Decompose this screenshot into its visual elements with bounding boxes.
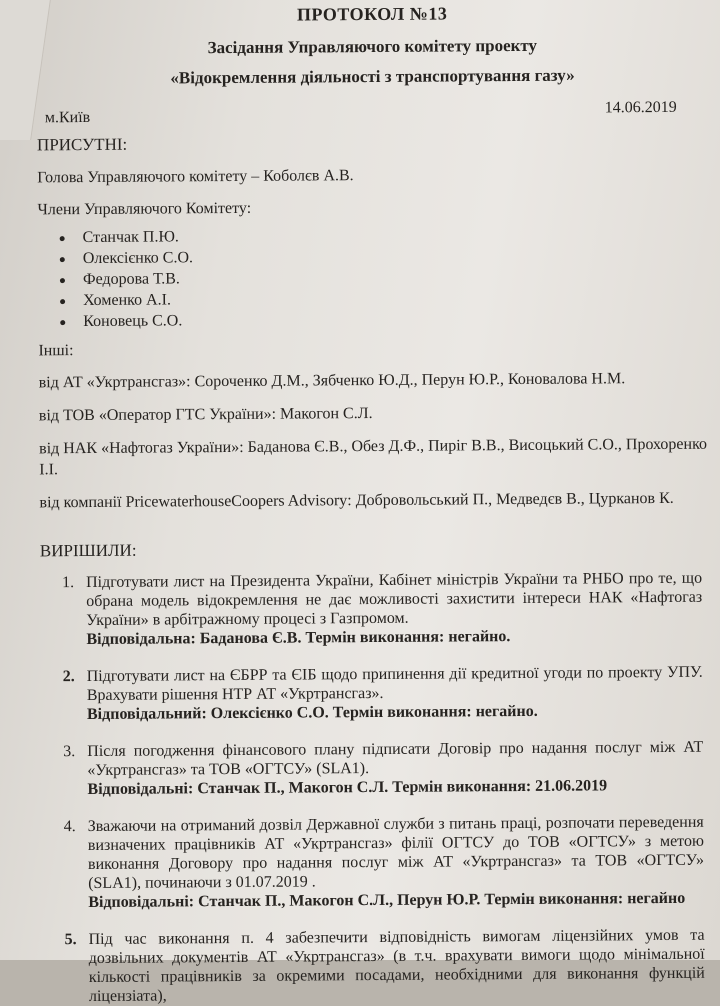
protocol-subtitle: Засідання Управляючого комітету проекту (207, 35, 538, 58)
decision-item-2 (41, 663, 713, 725)
date: 14.06.2019 (604, 98, 677, 117)
members-label: Члени Управляючого Комітету: (37, 199, 252, 219)
decision-number: 4. (63, 818, 76, 836)
others-label: Інші: (38, 342, 74, 360)
place: м.Київ (44, 108, 91, 127)
member-item: Станчак П.Ю. (60, 223, 710, 249)
protocol-page (36, 0, 715, 1006)
members-list (60, 223, 711, 333)
chair-line: Голова Управляючого комітету – Коболєв А.В. (37, 167, 354, 187)
decision-text: Зважаючи на отриманий дозвіл Державної служби з питань праці, розпочати переведення визначених працівників АТ «Укртрансгаз» філії ОГТСУ до ТОВ «ОГТСУ» з метою виконання Договору про надання послуг між АТ «Укртрансгаз» та ТОВ «ОГТСУ» (SLA1), починаючи з 01.07.2019 . (87, 813, 705, 893)
decision-text: Під час виконання п. 4 забезпечити відповідність вимогам ліцензійних умов та дозвільних документів АТ «Укртрансгаз» (в т.ч. врахувати вимоги щодо мінімальної кількості працівників за окремими посадами, необхідними для виконання функцій ліцензіата), (88, 926, 705, 1006)
resolved-label: ВИРІШИЛИ: (39, 540, 137, 561)
member-item: Олексієнко С.О. (60, 244, 710, 270)
decision-item-5 (42, 926, 715, 1006)
others-line: від НАК «Нафтогаз України»: Баданова Є.В., Обез Д.Ф., Пиріг В.В., Висоцький С.О., Прохоренко І.І. (39, 435, 708, 479)
decision-number: 3. (63, 743, 76, 761)
decision-text: Підготувати лист на ЄБРР та ЄІБ щодо припинення дії кредитної угоди по проекту УПУ. Врахувати рішення НТР АТ «Укртрансгаз». (86, 663, 703, 705)
decision-responsible: Відповідальні: Станчак П., Макогон С.Л. Термін виконання: 21.06.2019 (87, 777, 608, 799)
bullet-icon (60, 257, 65, 262)
decision-text: Підготувати лист на Президента України, Кабінет міністрів України та РНБО про те, що обрана модель відокремлення не дає можливості захистити інтереси НАК «Нафтогаз України» в арбітражному процесі з Газпромом. (86, 569, 703, 630)
decision-responsible: Відповідальні: Станчак П., Макогон С.Л., Перун Ю.Р. Термін виконання: негайно (88, 889, 686, 912)
bullet-icon (60, 278, 65, 283)
decision-number: 1. (62, 574, 75, 592)
decision-number: 5. (64, 931, 77, 949)
decision-item-3 (41, 738, 713, 800)
present-label: ПРИСУТНІ: (36, 134, 128, 155)
decision-responsible: Відповідальний: Олексієнко С.О. Термін виконання: негайно. (86, 702, 538, 724)
decision-item-1 (40, 569, 713, 650)
decision-number: 2. (62, 668, 75, 686)
bullet-icon (60, 320, 65, 325)
others-line: від компанії PricewaterhouseCoopers Advisory: Добровольський П., Медведєв В., Цурканов К. (39, 489, 674, 512)
place-date-row (37, 99, 709, 134)
protocol-title: ПРОТОКОЛ №13 (296, 3, 448, 25)
bullet-icon (60, 299, 65, 304)
bullet-icon (60, 236, 65, 241)
project-name: «Відокремлення діяльності з транспортування газу» (170, 65, 575, 88)
others-line: від АТ «Укртрансгаз»: Сороченко Д.М., Зябченко Ю.Д., Перун Ю.Р., Коновалова Н.М. (38, 370, 626, 392)
decision-text: Після погодження фінансового плану підписати Договір про надання послуг між АТ «Укртрансгаз» та ТОВ «ОГТСУ» (SLA1). (87, 738, 704, 780)
decision-responsible: Відповідальна: Баданова Є.В. Термін виконання: негайно. (86, 628, 511, 649)
member-item: Федорова Т.В. (60, 265, 710, 291)
others-line: від ТОВ «Оператор ГТС України»: Макогон С.Л. (38, 405, 373, 425)
member-item: Хоменко А.І. (60, 286, 710, 312)
decision-item-4 (42, 813, 715, 913)
member-item: Коновець С.О. (60, 307, 710, 333)
